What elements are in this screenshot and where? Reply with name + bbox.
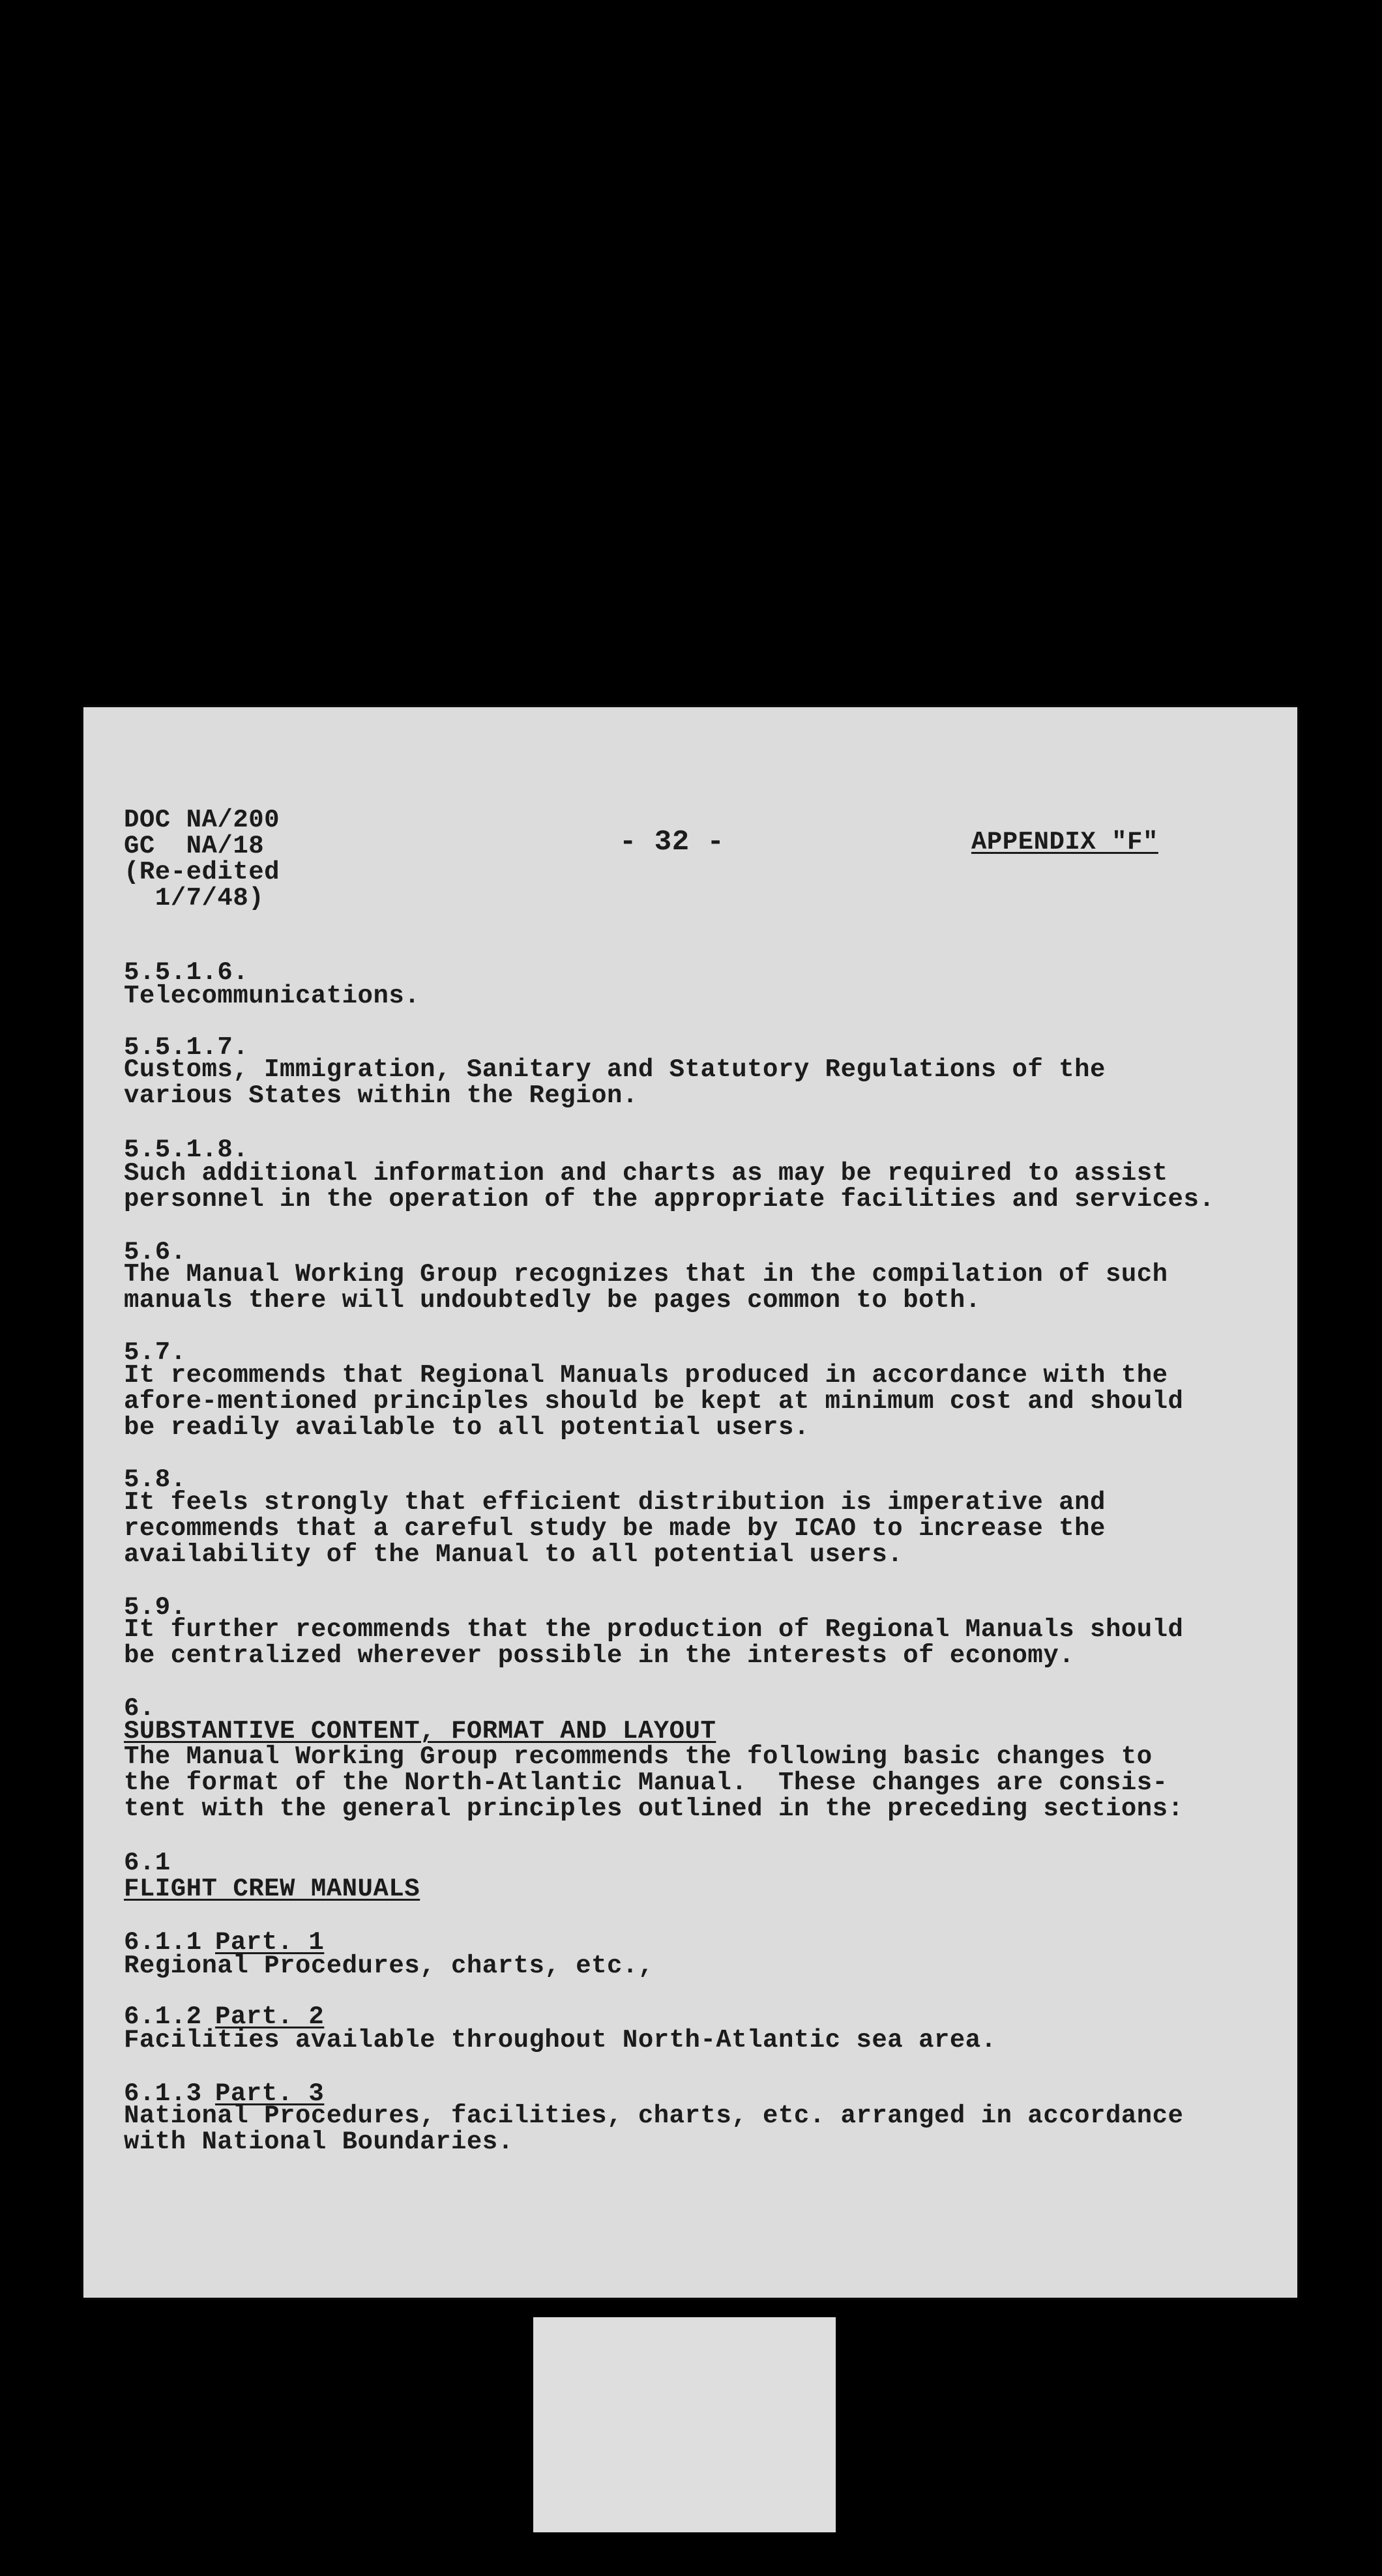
section-text: the format of the North-Atlantic Manual. These changes are consis- [124,1768,1168,1797]
section-text: afore-mentioned principles should be kept at minimum cost and should [124,1387,1184,1416]
section-text: Regional Procedures, charts, etc., [124,1952,654,1980]
section-number: 5.5.1.7. [124,1033,249,1062]
page-number: - 32 - [619,826,725,858]
section-text: National Procedures, facilities, charts, etc. arranged in accordance [124,2101,1184,2130]
section-text: It feels strongly that efficient distribution is imperative and [124,1488,1106,1517]
doc-reference-3: (Re-edited [124,858,280,886]
section-text: with National Boundaries. [124,2128,514,2156]
section-text: recommends that a careful study be made by ICAO to increase the [124,1514,1106,1543]
section-number: 6.1.1 [124,1928,202,1957]
section-text: It recommends that Regional Manuals produced in accordance with the [124,1361,1168,1390]
doc-reference-2: GC NA/18 [124,832,265,860]
part-label: Part. 1 [215,1928,325,1957]
appendix-label: APPENDIX "F" [971,828,1158,856]
section-number: 6.1.3 [124,2079,202,2108]
section-text: Such additional information and charts as may be required to assist [124,1159,1168,1188]
section-number: 5.6. [124,1238,186,1266]
section-text: The Manual Working Group recognizes that in the compilation of such [124,1260,1168,1289]
section-text: Telecommunications. [124,982,420,1010]
section-text: various States within the Region. [124,1081,638,1110]
section-text: be centralized wherever possible in the interests of economy. [124,1641,1075,1670]
section-text: The Manual Working Group recommends the following basic changes to [124,1742,1153,1771]
section-number: 5.7. [124,1338,186,1367]
section-number: 6. [124,1694,155,1723]
doc-reference-4: 1/7/48) [124,884,265,913]
section-heading: FLIGHT CREW MANUALS [124,1875,420,1903]
section-text: Facilities available throughout North-Atlantic sea area. [124,2026,997,2055]
section-number: 6.1 [124,1849,171,1877]
section-number: 5.8. [124,1465,186,1494]
section-number: 5.9. [124,1593,186,1622]
part-label: Part. 3 [215,2079,325,2108]
section-text: availability of the Manual to all potential users. [124,1540,904,1569]
section-text: Customs, Immigration, Sanitary and Statutory Regulations of the [124,1055,1106,1084]
section-text: tent with the general principles outlined in the preceding sections: [124,1794,1184,1823]
doc-reference-1: DOC NA/200 [124,806,280,834]
section-text: manuals there will undoubtedly be pages common to both. [124,1286,981,1315]
part-label: Part. 2 [215,2002,325,2031]
section-number: 5.5.1.8. [124,1135,249,1164]
section-heading: SUBSTANTIVE CONTENT, FORMAT AND LAYOUT [124,1717,716,1746]
section-text: personnel in the operation of the appropriate facilities and services. [124,1185,1215,1214]
section-number: 6.1.2 [124,2002,202,2031]
section-number: 5.5.1.6. [124,958,249,987]
section-text: It further recommends that the production of Regional Manuals should [124,1615,1184,1644]
blank-card [533,2317,836,2532]
section-text: be readily available to all potential users. [124,1413,810,1442]
